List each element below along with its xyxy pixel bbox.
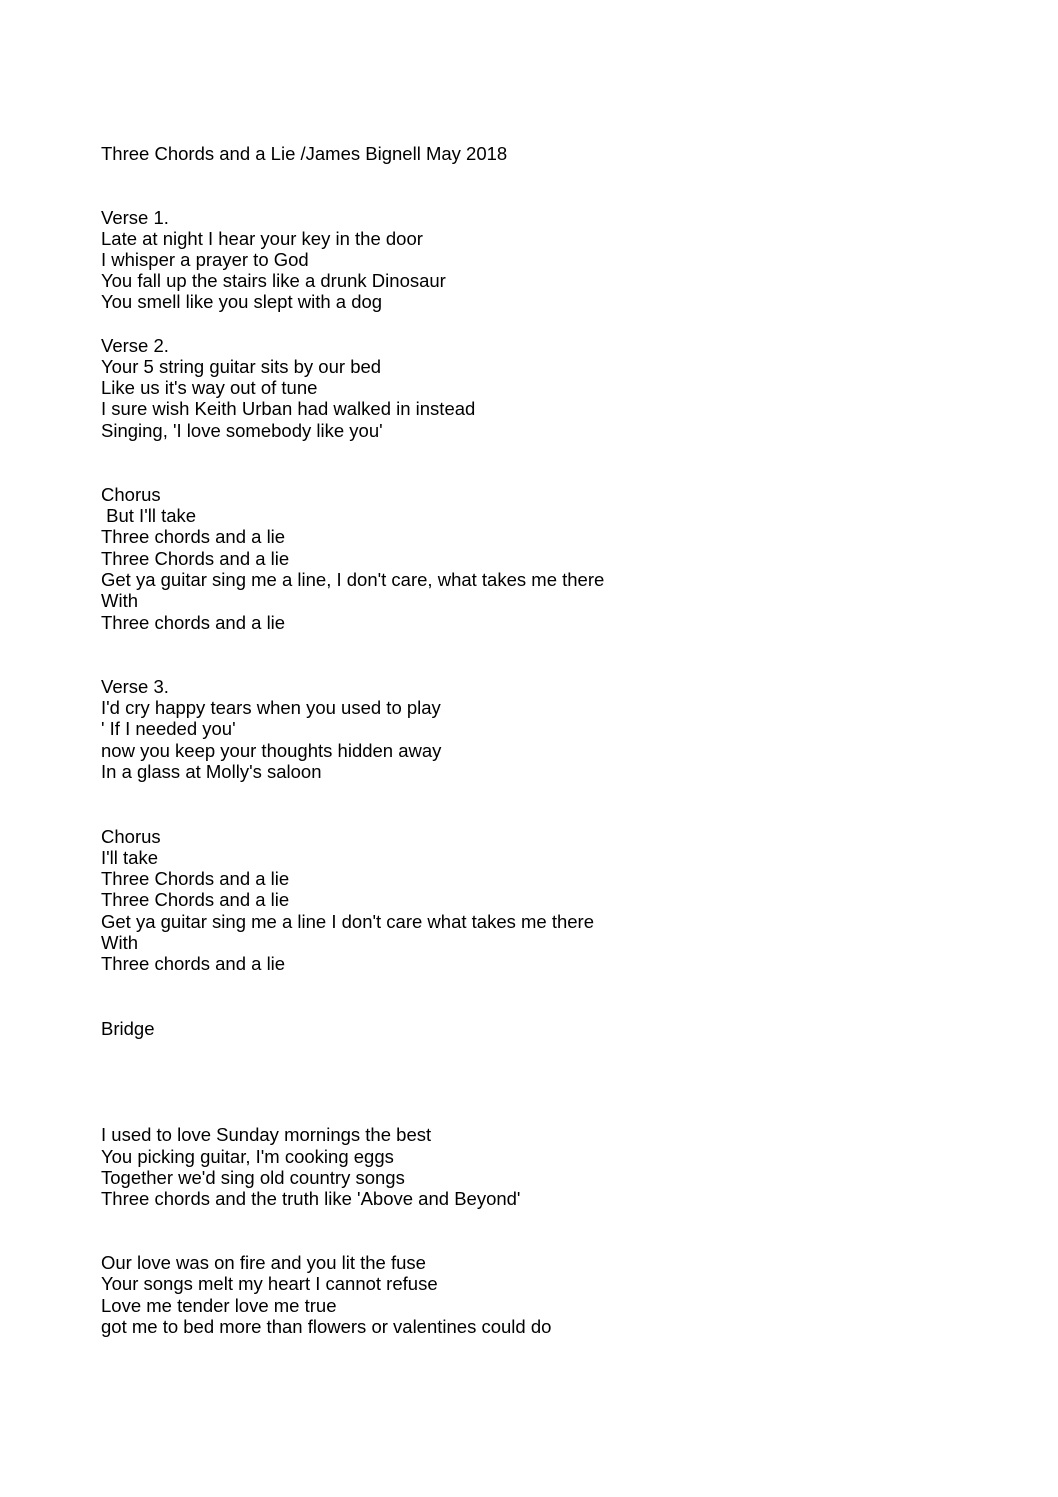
- lyric-line: Three Chords and a lie: [101, 548, 290, 569]
- lyric-line: I'd cry happy tears when you used to play: [101, 697, 441, 718]
- lyric-line: I sure wish Keith Urban had walked in instead: [101, 398, 476, 419]
- lyric-line: You picking guitar, I'm cooking eggs: [101, 1146, 394, 1167]
- lyric-line: Your 5 string guitar sits by our bed: [101, 356, 382, 377]
- lyric-line: Three chords and a lie: [101, 612, 286, 633]
- lyric-line: Three Chords and a lie: [101, 868, 290, 889]
- lyric-line: Together we'd sing old country songs: [101, 1167, 405, 1188]
- lyric-line: In a glass at Molly's saloon: [101, 761, 322, 782]
- lyric-line: Three chords and the truth like 'Above and Beyond': [101, 1188, 521, 1209]
- lyric-line: Three chords and a lie: [101, 526, 286, 547]
- lyric-line: You smell like you slept with a dog: [101, 291, 383, 312]
- chorus-label: Chorus: [101, 826, 161, 847]
- verse-3-label: Verse 3.: [101, 676, 169, 697]
- lyric-line: ' If I needed you': [101, 718, 236, 739]
- lyric-line: But I'll take: [101, 505, 197, 526]
- lyric-line: I used to love Sunday mornings the best: [101, 1124, 432, 1145]
- lyric-line: Three chords and a lie: [101, 953, 286, 974]
- lyric-line: With: [101, 932, 138, 953]
- lyric-line: With: [101, 590, 138, 611]
- lyric-line: I whisper a prayer to God: [101, 249, 309, 270]
- lyric-line: I'll take: [101, 847, 158, 868]
- lyric-line: Late at night I hear your key in the door: [101, 228, 423, 249]
- lyric-line: now you keep your thoughts hidden away: [101, 740, 442, 761]
- lyric-line: Love me tender love me true: [101, 1295, 337, 1316]
- verse-2-label: Verse 2.: [101, 335, 169, 356]
- lyric-line: Like us it's way out of tune: [101, 377, 318, 398]
- lyric-line: Three Chords and a lie: [101, 889, 290, 910]
- lyric-line: You fall up the stairs like a drunk Dinosaur: [101, 270, 446, 291]
- lyric-line: got me to bed more than flowers or valentines could do: [101, 1316, 552, 1337]
- lyric-line: Singing, 'I love somebody like you': [101, 420, 383, 441]
- lyric-line: Get ya guitar sing me a line, I don't care, what takes me there: [101, 569, 605, 590]
- lyric-line: Your songs melt my heart I cannot refuse: [101, 1273, 438, 1294]
- lyric-line: Get ya guitar sing me a line I don't care what takes me there: [101, 911, 595, 932]
- lyric-line: Our love was on fire and you lit the fuse: [101, 1252, 426, 1273]
- bridge-label: Bridge: [101, 1018, 155, 1039]
- verse-1-label: Verse 1.: [101, 207, 169, 228]
- document-title: Three Chords and a Lie /James Bignell May 2018: [101, 143, 508, 164]
- chorus-label: Chorus: [101, 484, 161, 505]
